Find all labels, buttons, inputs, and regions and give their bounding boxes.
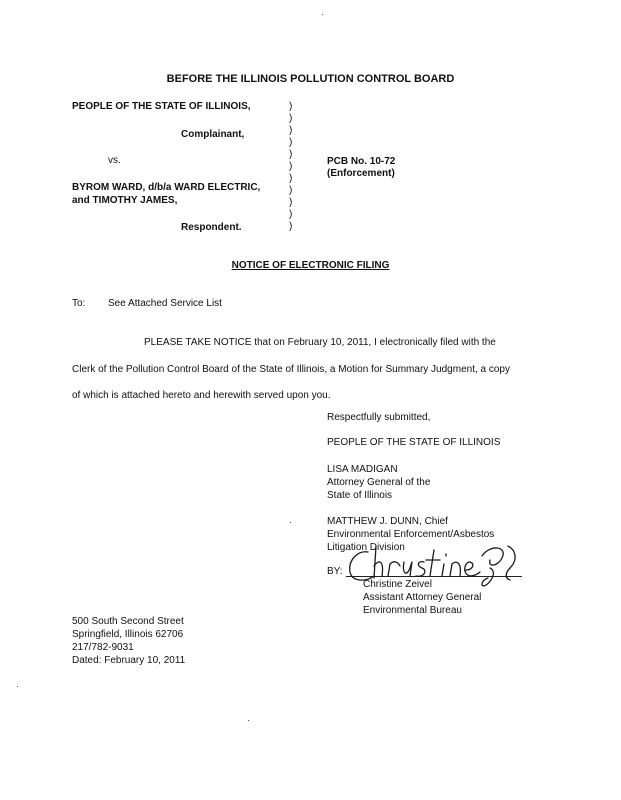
notice-body-line-2: Clerk of the Pollution Control Board of the State of Illinois, a Motion for Summary Judgment, a copy (72, 364, 510, 375)
caption-bracket: ) (289, 197, 293, 208)
caption-bracket: ) (289, 161, 293, 172)
attorney-general-title: Attorney General of the (327, 477, 431, 488)
signer-title: Assistant Attorney General (363, 592, 482, 603)
phone-number: 217/782-9031 (72, 642, 134, 653)
caption-bracket: ) (289, 113, 293, 124)
case-type: (Enforcement) (327, 168, 395, 179)
caption-bracket: ) (289, 209, 293, 220)
to-value: See Attached Service List (108, 298, 222, 309)
caption-bracket: ) (289, 149, 293, 160)
closing: Respectfully submitted, (327, 412, 431, 423)
notice-heading: NOTICE OF ELECTRONIC FILING (231, 260, 390, 271)
address-line-2: Springfield, Illinois 62706 (72, 629, 184, 640)
defendant-line-2: and TIMOTHY JAMES, (72, 195, 178, 206)
complainant-label: Complainant, (181, 129, 245, 140)
scan-speck (290, 522, 291, 523)
caption-bracket: ) (289, 137, 293, 148)
signer-bureau: Environmental Bureau (363, 605, 462, 616)
caption-bracket: ) (289, 185, 293, 196)
by-label: BY: (327, 566, 343, 577)
scan-speck (17, 686, 18, 687)
signer-name: Christine Zeivel (363, 579, 432, 590)
caption-bracket: ) (289, 101, 293, 112)
address-line-1: 500 South Second Street (72, 616, 184, 627)
respondent-label: Respondent. (181, 222, 242, 233)
case-number: PCB No. 10-72 (327, 156, 396, 167)
caption-bracket: ) (289, 125, 293, 136)
date-line: Dated: February 10, 2011 (72, 655, 186, 666)
to-label: To: (72, 298, 86, 309)
versus-label: vs. (108, 155, 121, 166)
chief-division-line-2: Litigation Division (327, 542, 405, 553)
party-name: PEOPLE OF THE STATE OF ILLINOIS (327, 437, 501, 448)
caption-bracket: ) (289, 173, 293, 184)
plaintiff-name: PEOPLE OF THE STATE OF ILLINOIS, (72, 101, 251, 112)
chief-division-line-1: Environmental Enforcement/Asbestos (327, 529, 495, 540)
document-title: BEFORE THE ILLINOIS POLLUTION CONTROL BOARD (166, 73, 455, 85)
scan-speck (248, 720, 249, 721)
notice-body-line-1: PLEASE TAKE NOTICE that on February 10, 2011, I electronically filed with the (144, 337, 496, 348)
notice-body-line-3: of which is attached hereto and herewith served upon you. (72, 390, 331, 401)
scan-speck (322, 14, 323, 15)
attorney-general-state: State of Illinois (327, 490, 393, 501)
chief-name: MATTHEW J. DUNN, Chief (327, 516, 448, 527)
attorney-general-name: LISA MADIGAN (327, 464, 398, 475)
defendant-line-1: BYROM WARD, d/b/a WARD ELECTRIC, (72, 182, 261, 193)
caption-bracket: ) (289, 221, 293, 232)
